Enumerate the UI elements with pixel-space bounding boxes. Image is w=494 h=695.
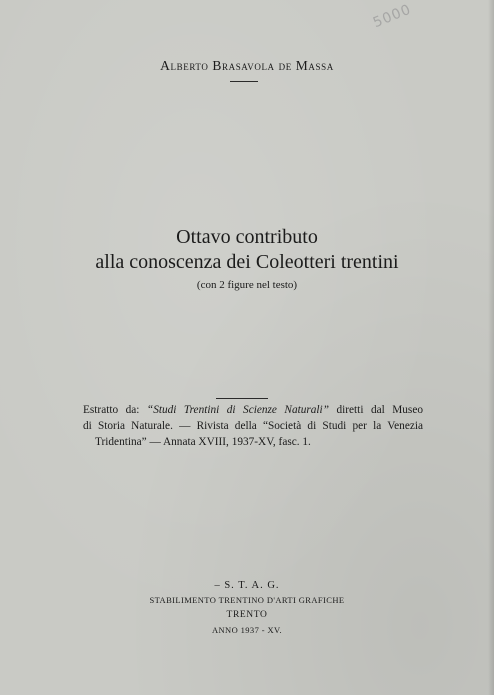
journal-name: “Studi Trentini di Scienze Naturali” bbox=[146, 404, 329, 416]
printer-city: TRENTO bbox=[226, 610, 268, 620]
printer-block bbox=[0, 578, 494, 638]
extract-line-1-rest: diretti dal Museo bbox=[328, 404, 423, 416]
figures-note: (con 2 figure nel testo) bbox=[196, 279, 298, 291]
printer-name: STABILIMENTO TRENTINO D'ARTI GRAFICHE bbox=[149, 595, 345, 605]
title-line-1: Ottavo contributo bbox=[176, 226, 318, 248]
extract-line-3: Tridentina” — Annata XVIII, 1937-XV, fasc. 1. bbox=[95, 436, 311, 448]
extract-line-2: di Storia Naturale. — Rivista della “Società di Studi per la Venezia bbox=[83, 420, 423, 432]
extract-divider bbox=[216, 398, 268, 399]
extract-line-1 bbox=[83, 402, 423, 418]
title-line-2: alla conoscenza dei Coleotteri trentini bbox=[95, 251, 399, 273]
author-divider bbox=[230, 81, 258, 82]
extract-prefix: Estratto da: bbox=[83, 404, 147, 416]
printer-initials: – S. T. A. G. bbox=[214, 580, 280, 591]
extract-paragraph bbox=[83, 402, 423, 450]
author-name: Alberto Brasavola de Massa bbox=[160, 58, 334, 73]
pencil-annotation: 5000 bbox=[370, 1, 414, 32]
printer-year: ANNO 1937 - XV. bbox=[211, 625, 283, 635]
